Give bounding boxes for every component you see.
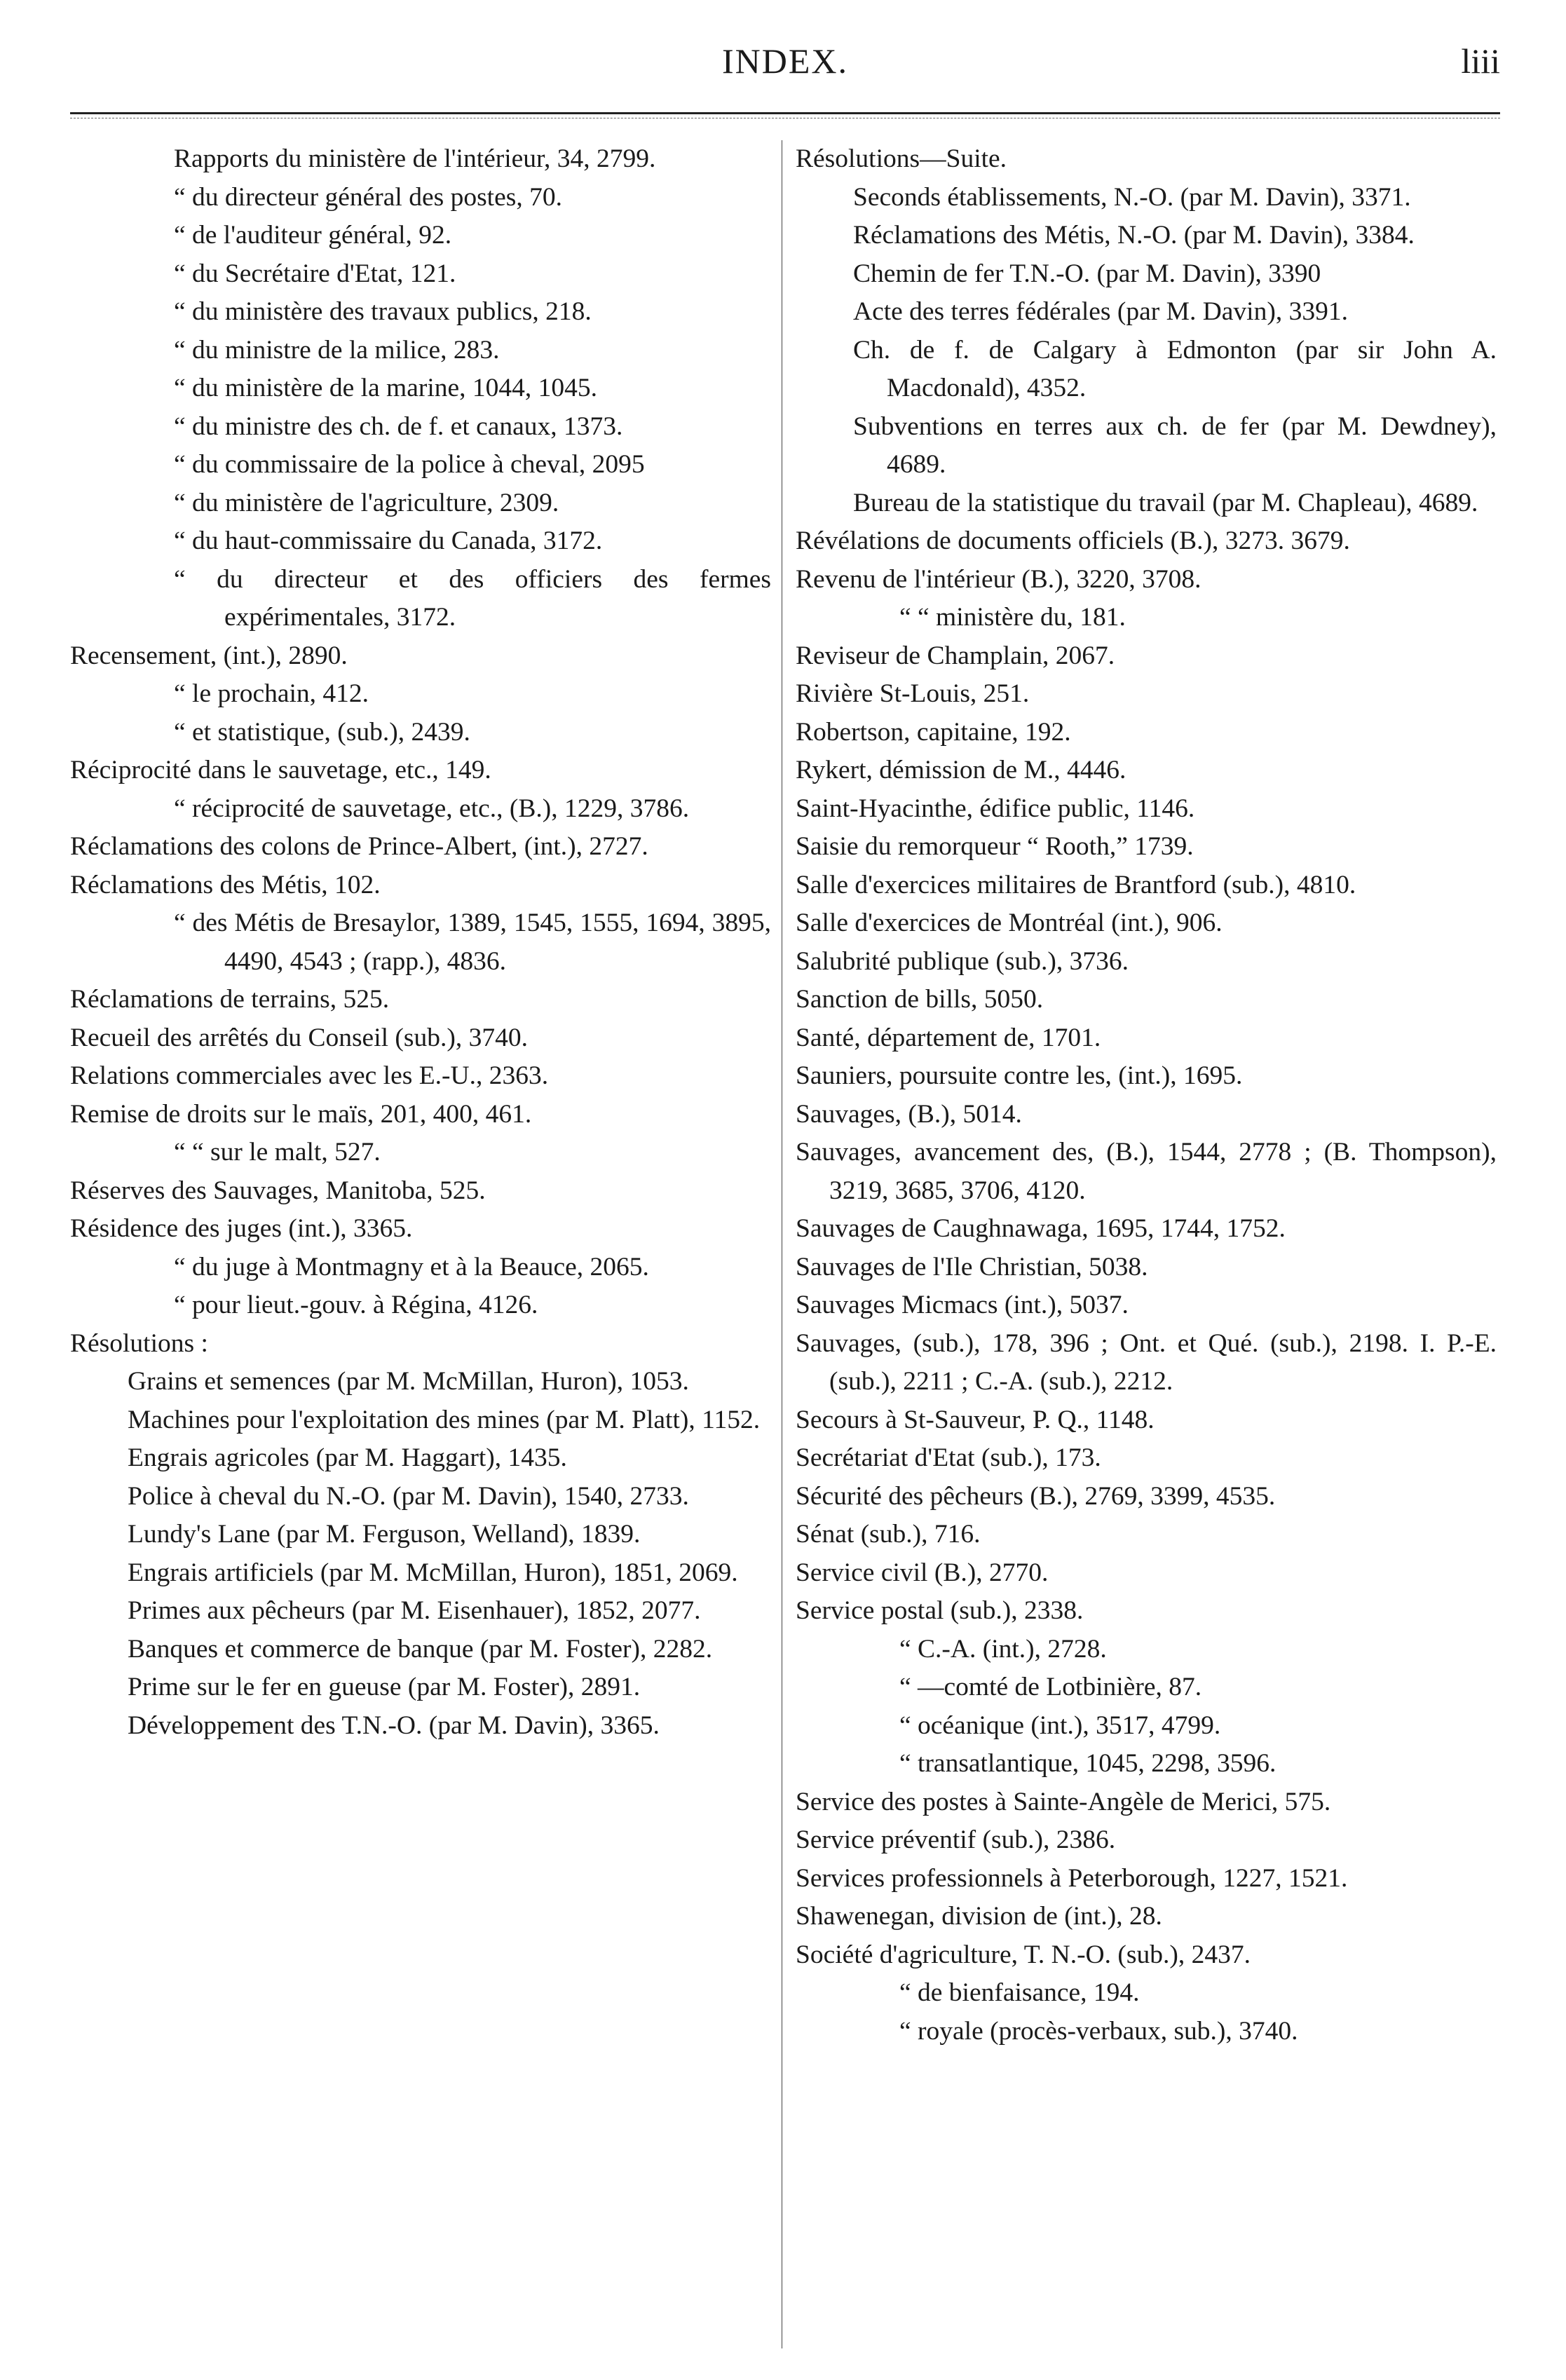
index-entry: Bureau de la statistique du travail (par M. Chapleau), 4689. (853, 488, 1478, 517)
index-entry: “ du ministère de la marine, 1044, 1045. (174, 374, 598, 402)
index-entry: Sauvages de l'Ile Christian, 5038. (796, 1252, 1148, 1281)
index-entry: Rykert, démission de M., 4446. (796, 756, 1126, 784)
left-column (70, 140, 771, 2348)
index-entry: Résolutions : (70, 1328, 208, 1358)
index-entry: “ du juge à Montmagny et à la Beauce, 2065. (174, 1252, 649, 1281)
index-entry: “ de l'auditeur général, 92. (174, 221, 452, 250)
index-entry: Sauvages, (B.), 5014. (796, 1099, 1022, 1129)
index-entry: Sauniers, poursuite contre les, (int.), 1695. (796, 1061, 1243, 1090)
index-entry: “ et statistique, (sub.), 2439. (174, 717, 470, 747)
index-page (70, 28, 1500, 2355)
index-entry: Salle d'exercices militaires de Brantford (sub.), 4810. (796, 870, 1356, 899)
index-columns (70, 140, 1500, 2348)
index-entry: Primes aux pêcheurs (par M. Eisenhauer), 1852, 2077. (128, 1596, 701, 1625)
index-entry: Développement des T.N.-O. (par M. Davin), 3365. (128, 1711, 660, 1740)
index-entry: “ océanique (int.), 3517, 4799. (899, 1711, 1221, 1740)
index-entry: “ du directeur général des postes, 70. (174, 182, 562, 212)
index-entry: Sauvages, avancement des, (B.), 1544, 2778 ; (B. Thompson), 3219, 3685, 3706, 4120. (796, 1138, 1497, 1205)
index-entry: Société d'agriculture, T. N.-O. (sub.), 2437. (796, 1940, 1251, 1969)
index-entry: Service civil (B.), 2770. (796, 1558, 1049, 1587)
index-entry: “ du haut-commissaire du Canada, 3172. (174, 526, 603, 555)
index-entry: Réclamations des colons de Prince-Albert, (int.), 2727. (70, 832, 648, 861)
index-entry: Police à cheval du N.-O. (par M. Davin), 1540, 2733. (128, 1481, 689, 1511)
index-entry: Résolutions—Suite. (796, 144, 1007, 173)
index-entry: “ des Métis de Bresaylor, 1389, 1545, 1555, 1694, 3895, 4490, 4543 ; (rapp.), 4836. (174, 909, 771, 976)
index-entry: Seconds établissements, N.-O. (par M. Davin), 3371. (853, 182, 1411, 212)
index-entry: Salle d'exercices de Montréal (int.), 906. (796, 909, 1223, 937)
index-entry: Saisie du remorqueur “ Rooth,” 1739. (796, 832, 1194, 861)
index-entry: “ du ministère de l'agriculture, 2309. (174, 488, 559, 517)
index-entry: Sauvages Micmacs (int.), 5037. (796, 1291, 1129, 1319)
index-entry: “ de bienfaisance, 194. (899, 1978, 1140, 2007)
index-entry: Engrais agricoles (par M. Haggart), 1435. (128, 1443, 567, 1472)
index-entry: Prime sur le fer en gueuse (par M. Foster), 2891. (128, 1673, 641, 1701)
index-entry: “ du ministre de la milice, 283. (174, 335, 500, 365)
index-entry: Sauvages, (sub.), 178, 396 ; Ont. et Qué. (sub.), 2198. I. P.-E. (sub.), 2211 ; C.-A. (sub.), 2212. (796, 1328, 1497, 1396)
index-entry: Grains et semences (par M. McMillan, Huron), 1053. (128, 1367, 689, 1396)
index-entry: Révélations de documents officiels (B.), 3273. 3679. (796, 526, 1350, 555)
right-column (796, 140, 1497, 2348)
index-entry: “ “ sur le malt, 527. (174, 1138, 381, 1167)
index-entry: Rivière St-Louis, 251. (796, 679, 1030, 708)
index-entry: Reviseur de Champlain, 2067. (796, 641, 1115, 670)
index-entry: “ “ ministère du, 181. (899, 603, 1126, 632)
index-entry: Service postal (sub.), 2338. (796, 1596, 1084, 1625)
index-entry: Machines pour l'exploitation des mines (par M. Platt), 1152. (128, 1405, 761, 1434)
index-entry: “ du ministre des ch. de f. et canaux, 1373. (174, 412, 623, 441)
index-entry: Service préventif (sub.), 2386. (796, 1825, 1116, 1854)
index-entry: “ du Secrétaire d'Etat, 121. (174, 259, 456, 288)
index-entry: Sanction de bills, 5050. (796, 985, 1044, 1014)
index-entry: Sénat (sub.), 716. (796, 1520, 981, 1549)
index-entry: Santé, département de, 1701. (796, 1023, 1101, 1052)
index-entry: Sauvages de Caughnawaga, 1695, 1744, 1752. (796, 1214, 1286, 1243)
page-header (70, 28, 1500, 91)
index-entry: Secours à St-Sauveur, P. Q., 1148. (796, 1405, 1155, 1434)
index-entry: Réclamations des Métis, 102. (70, 870, 381, 899)
index-entry: Robertson, capitaine, 192. (796, 717, 1071, 747)
index-entry: Subventions en terres aux ch. de fer (par M. Dewdney), 4689. (853, 412, 1497, 479)
index-entry: Résidence des juges (int.), 3365. (70, 1214, 413, 1243)
index-entry: Service des postes à Sainte-Angèle de Merici, 575. (796, 1787, 1331, 1816)
index-entry: Acte des terres fédérales (par M. Davin), 3391. (853, 297, 1348, 326)
index-entry: Réserves des Sauvages, Manitoba, 525. (70, 1176, 486, 1205)
page-title: INDEX. (721, 41, 849, 81)
index-entry: Réclamations des Métis, N.-O. (par M. Davin), 3384. (853, 221, 1415, 250)
index-entry: Réclamations de terrains, 525. (70, 985, 390, 1014)
index-entry: Remise de droits sur le maïs, 201, 400, 461. (70, 1099, 532, 1129)
index-entry: “ C.-A. (int.), 2728. (899, 1634, 1107, 1664)
index-entry: Ch. de f. de Calgary à Edmonton (par sir John A. Macdonald), 4352. (853, 335, 1497, 402)
index-entry: Engrais artificiels (par M. McMillan, Huron), 1851, 2069. (128, 1558, 738, 1587)
page-number: liii (1461, 41, 1500, 81)
index-entry: “ royale (procès-verbaux, sub.), 3740. (899, 2016, 1298, 2046)
index-entry: “ du commissaire de la police à cheval, 2095 (174, 450, 645, 479)
index-entry: “ du directeur et des officiers des fermes expérimentales, 3172. (174, 564, 771, 632)
index-entry: “ du ministère des travaux publics, 218. (174, 297, 592, 326)
index-entry: “ transatlantique, 1045, 2298, 3596. (899, 1749, 1276, 1778)
index-entry: Secrétariat d'Etat (sub.), 173. (796, 1443, 1101, 1472)
index-entry: Recensement, (int.), 2890. (70, 641, 348, 670)
index-entry: Relations commerciales avec les E.-U., 2363. (70, 1061, 549, 1090)
index-entry: Rapports du ministère de l'intérieur, 34, 2799. (174, 144, 656, 173)
index-entry: Revenu de l'intérieur (B.), 3220, 3708. (796, 564, 1201, 594)
index-entry: Chemin de fer T.N.-O. (par M. Davin), 3390 (853, 259, 1321, 288)
index-entry: “ le prochain, 412. (174, 679, 369, 708)
index-entry: Saint-Hyacinthe, édifice public, 1146. (796, 794, 1195, 823)
index-entry: Banques et commerce de banque (par M. Foster), 2282. (128, 1634, 713, 1664)
index-entry: Salubrité publique (sub.), 3736. (796, 946, 1129, 976)
index-entry: “ pour lieut.-gouv. à Régina, 4126. (174, 1291, 538, 1319)
index-entry: Sécurité des pêcheurs (B.), 2769, 3399, 4535. (796, 1481, 1276, 1511)
index-entry: Lundy's Lane (par M. Ferguson, Welland), 1839. (128, 1520, 641, 1549)
index-entry: Réciprocité dans le sauvetage, etc., 149. (70, 756, 491, 784)
index-entry: “ —comté de Lotbinière, 87. (899, 1673, 1202, 1701)
index-entry: Recueil des arrêtés du Conseil (sub.), 3740. (70, 1023, 528, 1052)
index-entry: Services professionnels à Peterborough, 1227, 1521. (796, 1863, 1348, 1893)
index-entry: “ réciprocité de sauvetage, etc., (B.), 1229, 3786. (174, 794, 690, 823)
index-entry: Shawenegan, division de (int.), 28. (796, 1902, 1162, 1931)
header-rule (70, 112, 1500, 114)
